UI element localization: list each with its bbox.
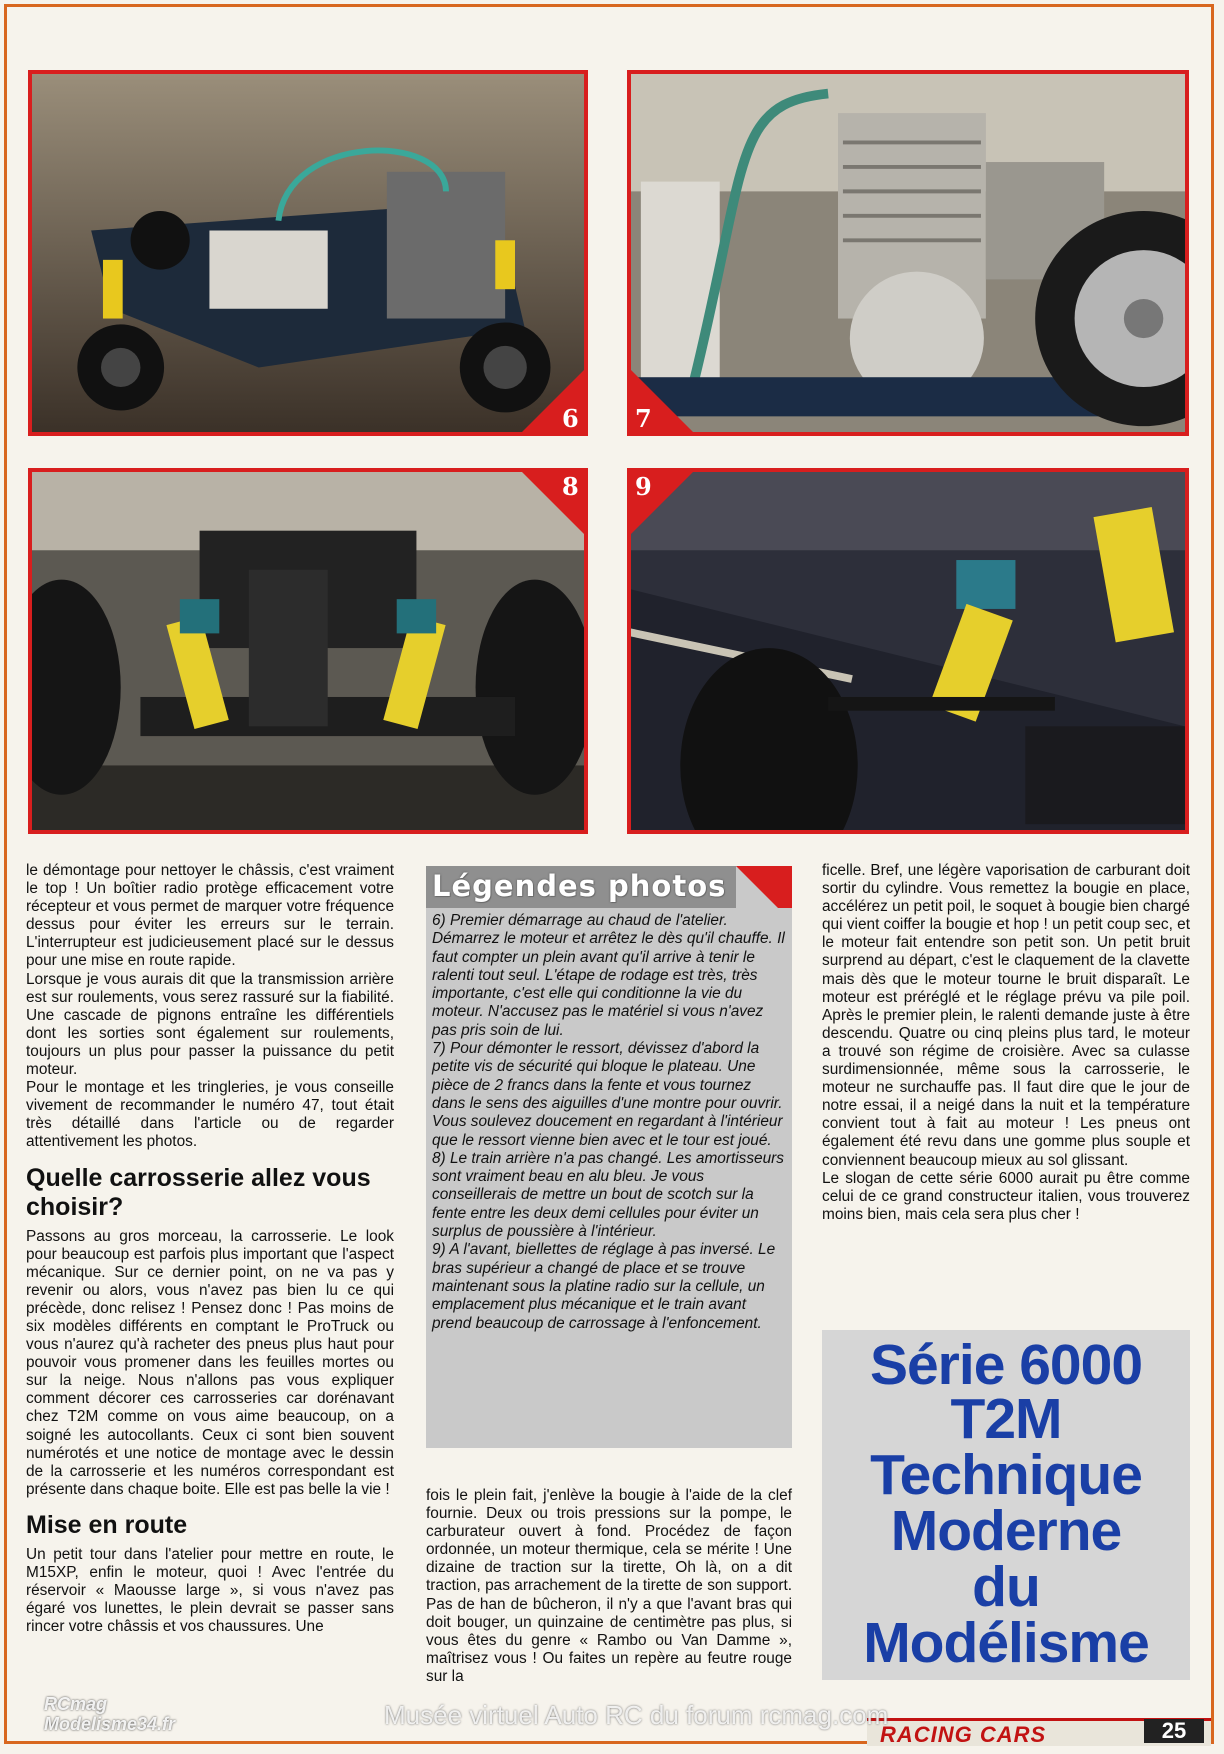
right-column — [822, 862, 1190, 1224]
legend-item: 6) Premier démarrage au chaud de l'atelier. Démarrez le moteur et arrêtez le dès qu'il chauffe. Il faut compter un plein avant qu'il arrive à tenir le ralenti tout seul. L'étape de rodage est très, très importante, c'est elle qui conditionne la vie du moteur. N'accusez pas le matériel si vous n'avez pas pris soin de lui. — [432, 912, 785, 1039]
feature-title-box — [822, 1330, 1190, 1680]
photo-8-number: 8 — [562, 472, 579, 501]
paragraph: fois le plein fait, j'enlève la bougie à l'aide de la clef fournie. Deux ou trois pressions sur la pompe, le carburateur ouvert à fond. Procédez de façon ordonnée, un moteur thermique, cela se mérite ! Une dizaine de traction sur la tirette, Oh là, on a dit traction, pas arrachement de la tirette de son support. Pas de han de bûcheron, il n'y a que l'avant bras qui doit bouger, un quinzaine de centimètre pas plus, si vous êtes du genre « Rambo ou Van Damme », maîtrisez vous ! Ou faites un repère au feutre rouge sur la — [426, 1487, 792, 1685]
photo-7-badge — [627, 366, 697, 436]
section-heading: Quelle carrosserie allez vous choisir? — [26, 1163, 371, 1221]
left-column — [26, 862, 394, 1636]
photo-8-image — [32, 472, 584, 830]
paragraph: Un petit tour dans l'atelier pour mettre en route, le M15XP, enfin le moteur, quoi ! Avec l'entrée du réservoir « Maousse large », si vous n'avez pas égaré vos lunettes, le plein devrait se passer sans rincer votre châssis et vos chaussures. Une — [26, 1545, 394, 1636]
title-line: Série 6000 — [869, 1333, 1143, 1397]
photo-9 — [627, 468, 1189, 834]
photo-8-badge — [518, 468, 588, 538]
section-heading: Mise en route — [26, 1510, 188, 1539]
title-line: T2M — [950, 1387, 1062, 1451]
photo-9-badge — [627, 468, 697, 538]
title-line: Moderne — [890, 1499, 1122, 1563]
photo-8 — [28, 468, 588, 834]
photo-9-number: 9 — [635, 472, 652, 501]
middle-column-bottom — [426, 1487, 792, 1686]
page-number: 25 — [1144, 1719, 1204, 1743]
magazine-name: RACING CARS — [880, 1722, 1047, 1747]
legend-item: 8) Le train arrière n'a pas changé. Les amortisseurs sont vraiment beau en alu bleu. Je vous conseillerais de mettre un bout de scotch sur la fente entre les deux demi cellules pour éviter un surplus de poussière à l'intérieur. — [432, 1149, 784, 1241]
paragraph: Pour le montage et les tringleries, je vous conseille vivement de recommander le numéro 47, tout était très détaillé dans l'article ou de regarder attentivement les photos. — [26, 1079, 394, 1151]
photo-6-number: 6 — [562, 404, 579, 433]
photo-legends-box — [426, 866, 792, 1448]
title-line: du — [972, 1555, 1040, 1619]
paragraph: Lorsque je vous aurais dit que la transmission arrière est sur roulements, vous serez rassuré sur la fiabilité. Une cascade de pignons entraîne les différentiels dont les sorties sont également sur roulements, toujours un plus pour passer la puissance du petit moteur. — [26, 970, 394, 1079]
photo-7-image — [631, 74, 1185, 432]
photo-7 — [627, 70, 1189, 436]
title-line: Technique — [870, 1443, 1142, 1507]
legend-item: 7) Pour démonter le ressort, dévissez d'abord la petite vis de sécurité qui bloque le plateau. Une pièce de 2 francs dans la fente et vous tournez dans le sens des aiguilles d'une montre pour ouvrir. Vous soulevez doucement en regardant à l'intérieur que le ressort vienne bien avec et le tour est joué. — [432, 1040, 783, 1149]
watermark-logo-line: RCmag — [44, 1694, 108, 1714]
legend-title: Légendes photos — [432, 869, 727, 903]
paragraph: Le slogan de cette série 6000 aurait pu être comme celui de ce grand constructeur italien, vous trouverez moins bien, mais cela sera plus cher ! — [822, 1169, 1190, 1223]
photo-6-badge — [518, 366, 588, 436]
legend-text — [432, 912, 788, 1333]
photo-9-image — [631, 472, 1185, 830]
paragraph: Passons au gros morceau, la carrosserie. Le look pour beaucoup est parfois plus important que l'aspect mécanique. Sur ce dernier point, on ne va pas y revenir ou alors, vous n'avez pas bien lu ce qui précède, donc relisez ! Pensez donc ! Pas moins de six modèles différents en comptant le ProTruck ou vous n'aurez qu'à racheter des pneus plus haut pour pouvoir vous promener dans les feuilles mortes ou sur la neige. Nous n'allons pas vous expliquer comment décorer ces carrosseries car dorénavant chez T2M comme on vous aime beaucoup, on a soigné les autocollants. Ceux ci sont bien souvent numérotés et une notice de montage avec le dessin de la carrosserie et les numéros correspondant est présente dans chaque boite. Elle est pas belle la vie ! — [26, 1227, 394, 1498]
watermark-logo-line: Modelisme34.fr — [44, 1714, 176, 1734]
watermark-logo — [44, 1694, 175, 1734]
photo-7-number: 7 — [635, 404, 652, 433]
photo-6-image — [32, 74, 584, 432]
watermark-text: Musée virtuel Auto RC du forum rcmag.com — [384, 1700, 889, 1730]
legend-item: 9) A l'avant, biellettes de réglage à pas inversé. Le bras supérieur a changé de place et se trouve maintenant sous la platine radio sur la cellule, un emplacement plus mécanique et le train avant prend beaucoup de carrossage à l'enfoncement. — [432, 1241, 776, 1332]
photo-6 — [28, 70, 588, 436]
paragraph: ficelle. Bref, une légère vaporisation de carburant doit sortir du cylindre. Vous remettez la bougie en place, accélérez un petit poil, le soquet à bougie bien chargé qui vient coiffer la bougie et hop ! un petit coup sec, et le moteur fait entendre son petit son. Un petit bruit surprend au départ, c'est le claquement de la clavette mais dès que le moteur tourne le bruit disparaît. Le moteur est préréglé et le réglage prévu va pile poil. Après le premier plein, le ralenti demande juste à être descendu. Quatre ou cinq pleins plus tard, le moteur a trouvé son régime de croisière. Avec sa culasse surdimensionnée, même sous la carrosserie, le moteur ne surchauffe pas. Il faut dire que le jour de notre essai, il a neigé dans la nuit et la température convient tout à fait au moteur ! Les pneus ont également été revu dans une gomme plus souple et conviennent beaucoup mieux au sol glissant. — [822, 862, 1190, 1169]
title-line: Modélisme — [863, 1611, 1149, 1675]
paragraph: le démontage pour nettoyer le châssis, c'est vraiment le top ! Un boîtier radio protège efficacement votre récepteur et vous permet de marquer votre fréquence dessus pour éviter les erreurs sur le terrain. L'interrupteur est judicieusement placé sur le dessus pour une mise en route rapide. — [26, 862, 394, 970]
